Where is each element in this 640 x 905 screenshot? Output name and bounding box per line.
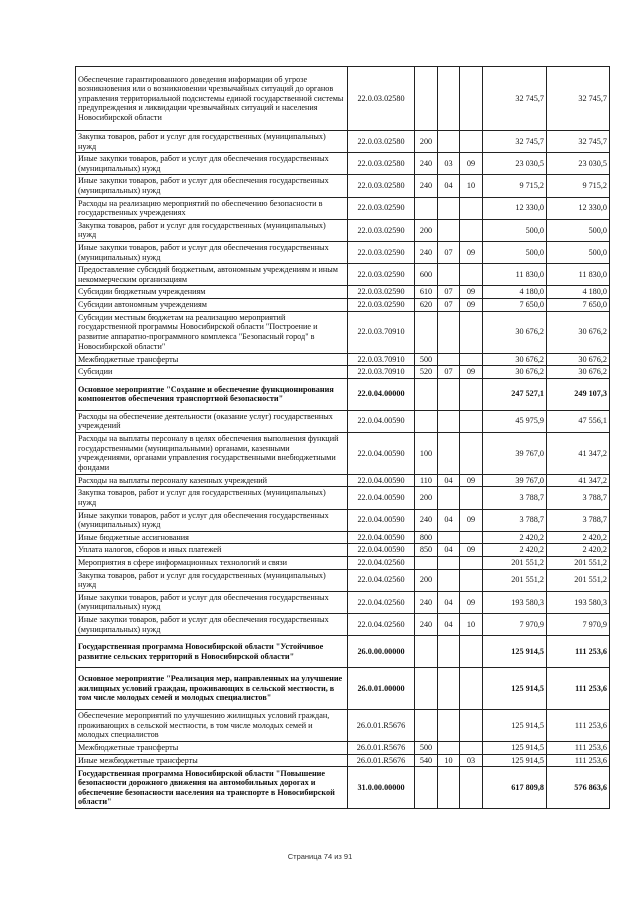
table-row [76,131,610,153]
row-target-code: 26.0.00.00000 [348,636,415,668]
row-amount-year2: 201 551,2 [547,557,610,570]
table-row [76,311,610,353]
row-amount-year2: 12 330,0 [547,197,610,219]
row-name: Закупка товаров, работ и услуг для государственных (муниципальных) нужд [76,131,348,153]
row-name: Мероприятия в сфере информационных технологий и связи [76,557,348,570]
row-expense-type: 850 [415,544,438,557]
row-subsection [460,219,483,241]
table-row [76,557,610,570]
row-amount-year2: 11 830,0 [547,264,610,286]
row-section [438,742,460,755]
row-target-code: 22.0.04.00590 [348,410,415,432]
row-amount-year2: 3 788,7 [547,487,610,509]
row-section: 04 [438,591,460,613]
row-expense-type: 240 [415,153,438,175]
row-section: 04 [438,544,460,557]
row-subsection [460,636,483,668]
row-subsection [460,131,483,153]
row-expense-type [415,311,438,353]
row-target-code: 22.0.03.02590 [348,286,415,299]
row-amount-year1: 7 650,0 [483,298,547,311]
row-name: Обеспечение гарантированного доведения информации об угрозе возникновения или о возникновении чрезвычайных ситуаций до органов управления территориальной подсистемы единой государственной системы предупреждения и ликвидации чрезвычайных ситуаций и населения Новосибирской области [76,67,348,131]
row-target-code: 22.0.03.02580 [348,153,415,175]
table-row [76,286,610,299]
row-name: Иные закупки товаров, работ и услуг для обеспечения государственных (муниципальных) нужд [76,175,348,197]
table-row [76,509,610,531]
row-subsection [460,410,483,432]
row-subsection: 09 [460,241,483,263]
row-name: Межбюджетные трансферты [76,742,348,755]
row-name: Иные закупки товаров, работ и услуг для обеспечения государственных (муниципальных) нужд [76,591,348,613]
row-name: Обеспечение мероприятий по улучшению жилищных условий граждан, проживающих в сельской местности, в том числе молодых семей и молодых специалистов [76,710,348,742]
row-amount-year2: 32 745,7 [547,67,610,131]
row-name: Основное мероприятие "Создание и обеспечение функционирования компонентов обеспечения транспортной безопасности" [76,378,348,410]
row-amount-year2: 111 253,6 [547,742,610,755]
row-section [438,432,460,474]
table-row [76,378,610,410]
row-amount-year1: 500,0 [483,219,547,241]
table-row [76,410,610,432]
table-row [76,298,610,311]
row-section [438,353,460,366]
row-amount-year1: 32 745,7 [483,67,547,131]
row-target-code: 22.0.04.00590 [348,544,415,557]
row-expense-type: 240 [415,591,438,613]
row-name: Иные закупки товаров, работ и услуг для обеспечения государственных (муниципальных) нужд [76,241,348,263]
row-section [438,219,460,241]
row-target-code: 22.0.04.00000 [348,378,415,410]
row-subsection: 09 [460,366,483,379]
row-section: 04 [438,474,460,487]
row-amount-year2: 500,0 [547,241,610,263]
row-expense-type: 500 [415,742,438,755]
row-section: 07 [438,241,460,263]
row-target-code: 22.0.04.02560 [348,557,415,570]
row-target-code: 22.0.03.02590 [348,241,415,263]
row-subsection [460,569,483,591]
row-amount-year1: 201 551,2 [483,569,547,591]
row-amount-year1: 617 809,8 [483,767,547,809]
table-row [76,614,610,636]
row-section: 04 [438,614,460,636]
row-expense-type: 200 [415,219,438,241]
row-section [438,710,460,742]
row-expense-type [415,710,438,742]
row-amount-year2: 2 420,2 [547,544,610,557]
row-name: Субсидии автономным учреждениям [76,298,348,311]
row-target-code: 22.0.03.02590 [348,298,415,311]
row-section [438,767,460,809]
row-section: 07 [438,286,460,299]
row-amount-year2: 32 745,7 [547,131,610,153]
row-target-code: 22.0.04.02560 [348,591,415,613]
row-amount-year2: 576 863,6 [547,767,610,809]
row-name: Субсидии бюджетным учреждениям [76,286,348,299]
table-row [76,531,610,544]
row-subsection [460,742,483,755]
row-name: Предоставление субсидий бюджетным, автономным учреждениям и иным некоммерческим организациям [76,264,348,286]
row-name: Иные межбюджетные трансферты [76,754,348,767]
row-target-code: 22.0.03.02590 [348,264,415,286]
row-amount-year2: 500,0 [547,219,610,241]
row-amount-year1: 39 767,0 [483,432,547,474]
row-target-code: 22.0.04.00590 [348,531,415,544]
row-target-code: 26.0.01.R5676 [348,754,415,767]
row-subsection: 10 [460,614,483,636]
row-amount-year2: 30 676,2 [547,311,610,353]
row-expense-type [415,668,438,710]
row-target-code: 22.0.03.02590 [348,219,415,241]
row-expense-type: 240 [415,241,438,263]
row-target-code: 22.0.03.70910 [348,311,415,353]
row-expense-type: 240 [415,509,438,531]
row-expense-type: 110 [415,474,438,487]
row-amount-year2: 41 347,2 [547,474,610,487]
row-amount-year1: 45 975,9 [483,410,547,432]
row-name: Закупка товаров, работ и услуг для государственных (муниципальных) нужд [76,487,348,509]
row-expense-type: 520 [415,366,438,379]
table-body [76,67,610,809]
row-subsection [460,311,483,353]
row-section [438,378,460,410]
row-amount-year2: 7 650,0 [547,298,610,311]
row-expense-type: 540 [415,754,438,767]
row-expense-type: 610 [415,286,438,299]
row-subsection [460,197,483,219]
row-target-code: 22.0.04.00590 [348,509,415,531]
row-amount-year1: 193 580,3 [483,591,547,613]
table-row [76,487,610,509]
row-subsection [460,353,483,366]
row-target-code: 22.0.03.02580 [348,175,415,197]
row-name: Государственная программа Новосибирской области "Повышение безопасности дорожного движения на автомобильных дорогах и обеспечение безопасности населения на транспорте в Новосибирской области" [76,767,348,809]
row-name: Субсидии местным бюджетам на реализацию мероприятий государственной программы Новосибирской области "Построение и развитие аппаратно-программного комплекса "Безопасный город" в Новосибирской области" [76,311,348,353]
row-target-code: 22.0.03.70910 [348,366,415,379]
row-amount-year2: 23 030,5 [547,153,610,175]
row-expense-type: 620 [415,298,438,311]
row-amount-year1: 7 970,9 [483,614,547,636]
row-name: Основное мероприятие "Реализация мер, направленных на улучшение жилищных условий граждан, проживающих в сельской местности, в том числе молодых семей и молодых специалистов" [76,668,348,710]
row-name: Иные бюджетные ассигнования [76,531,348,544]
row-amount-year1: 4 180,0 [483,286,547,299]
row-name: Расходы на обеспечение деятельности (оказание услуг) государственных учреждений [76,410,348,432]
row-target-code: 22.0.03.02580 [348,131,415,153]
row-amount-year2: 2 420,2 [547,531,610,544]
row-expense-type: 200 [415,131,438,153]
row-name: Межбюджетные трансферты [76,353,348,366]
row-name: Иные закупки товаров, работ и услуг для обеспечения государственных (муниципальных) нужд [76,153,348,175]
row-expense-type: 240 [415,614,438,636]
row-name: Закупка товаров, работ и услуг для государственных (муниципальных) нужд [76,219,348,241]
table-row [76,197,610,219]
table-row [76,264,610,286]
row-target-code: 22.0.04.02560 [348,569,415,591]
row-target-code: 26.0.01.R5676 [348,710,415,742]
table-row [76,353,610,366]
row-name: Уплата налогов, сборов и иных платежей [76,544,348,557]
row-target-code: 22.0.04.00590 [348,432,415,474]
row-amount-year1: 30 676,2 [483,353,547,366]
row-section: 07 [438,298,460,311]
row-subsection: 03 [460,754,483,767]
row-name: Государственная программа Новосибирской области "Устойчивое развитие сельских территорий в Новосибирской области" [76,636,348,668]
row-amount-year1: 32 745,7 [483,131,547,153]
table-row [76,432,610,474]
table-row [76,742,610,755]
table-row [76,668,610,710]
row-expense-type [415,378,438,410]
row-subsection [460,531,483,544]
row-amount-year2: 47 556,1 [547,410,610,432]
row-subsection: 09 [460,509,483,531]
table-row [76,241,610,263]
row-amount-year1: 125 914,5 [483,668,547,710]
row-amount-year2: 249 107,3 [547,378,610,410]
row-target-code: 31.0.00.00000 [348,767,415,809]
row-subsection [460,487,483,509]
row-subsection [460,264,483,286]
row-name: Иные закупки товаров, работ и услуг для обеспечения государственных (муниципальных) нужд [76,509,348,531]
row-expense-type: 800 [415,531,438,544]
row-target-code: 22.0.03.02590 [348,197,415,219]
row-target-code: 22.0.04.00590 [348,487,415,509]
row-expense-type [415,197,438,219]
row-subsection: 10 [460,175,483,197]
row-section [438,410,460,432]
table-row [76,175,610,197]
table-row [76,219,610,241]
row-amount-year1: 12 330,0 [483,197,547,219]
row-section: 04 [438,175,460,197]
row-expense-type: 100 [415,432,438,474]
row-amount-year1: 2 420,2 [483,544,547,557]
table-row [76,591,610,613]
row-subsection [460,668,483,710]
row-amount-year2: 41 347,2 [547,432,610,474]
row-name: Субсидии [76,366,348,379]
row-section: 07 [438,366,460,379]
row-target-code: 22.0.03.02580 [348,67,415,131]
table-row [76,636,610,668]
row-expense-type [415,557,438,570]
row-target-code: 22.0.03.70910 [348,353,415,366]
row-amount-year1: 39 767,0 [483,474,547,487]
row-amount-year1: 2 420,2 [483,531,547,544]
row-target-code: 26.0.01.00000 [348,668,415,710]
table-row [76,153,610,175]
row-section [438,531,460,544]
table-row [76,767,610,809]
row-amount-year1: 125 914,5 [483,636,547,668]
row-section [438,264,460,286]
row-amount-year1: 247 527,1 [483,378,547,410]
row-expense-type [415,410,438,432]
row-amount-year1: 30 676,2 [483,311,547,353]
row-amount-year1: 125 914,5 [483,754,547,767]
row-amount-year1: 500,0 [483,241,547,263]
row-section [438,131,460,153]
row-amount-year2: 7 970,9 [547,614,610,636]
row-name: Иные закупки товаров, работ и услуг для обеспечения государственных (муниципальных) нужд [76,614,348,636]
row-amount-year1: 125 914,5 [483,710,547,742]
row-expense-type: 200 [415,487,438,509]
row-amount-year2: 30 676,2 [547,366,610,379]
row-amount-year2: 3 788,7 [547,509,610,531]
table-row [76,67,610,131]
row-expense-type [415,67,438,131]
row-section: 10 [438,754,460,767]
row-amount-year2: 4 180,0 [547,286,610,299]
row-subsection [460,767,483,809]
row-section: 03 [438,153,460,175]
row-expense-type [415,767,438,809]
row-section [438,636,460,668]
table-row [76,366,610,379]
row-subsection [460,432,483,474]
row-name: Расходы на выплаты персоналу казенных учреждений [76,474,348,487]
row-amount-year2: 111 253,6 [547,710,610,742]
row-amount-year2: 111 253,6 [547,754,610,767]
row-target-code: 22.0.04.02560 [348,614,415,636]
row-section: 04 [438,509,460,531]
row-name: Расходы на реализацию мероприятий по обеспечению безопасности в государственных учреждениях [76,197,348,219]
row-amount-year1: 30 676,2 [483,366,547,379]
row-amount-year2: 201 551,2 [547,569,610,591]
row-amount-year1: 11 830,0 [483,264,547,286]
row-amount-year2: 30 676,2 [547,353,610,366]
row-subsection: 09 [460,286,483,299]
row-section [438,569,460,591]
table-row [76,544,610,557]
row-subsection: 09 [460,153,483,175]
row-expense-type [415,636,438,668]
row-amount-year1: 9 715,2 [483,175,547,197]
row-subsection: 09 [460,474,483,487]
row-amount-year1: 3 788,7 [483,487,547,509]
row-target-code: 22.0.04.00590 [348,474,415,487]
row-subsection [460,67,483,131]
row-section [438,311,460,353]
row-amount-year1: 3 788,7 [483,509,547,531]
row-subsection [460,710,483,742]
row-amount-year1: 125 914,5 [483,742,547,755]
row-subsection: 09 [460,544,483,557]
row-name: Закупка товаров, работ и услуг для государственных (муниципальных) нужд [76,569,348,591]
row-subsection: 09 [460,298,483,311]
table-row [76,569,610,591]
row-name: Расходы на выплаты персоналу в целях обеспечения выполнения функций государственными (муниципальными) органами, казенными учреждениями, органами управления государственными внебюджетными фондами [76,432,348,474]
row-section [438,487,460,509]
row-subsection [460,378,483,410]
row-section [438,197,460,219]
row-amount-year2: 111 253,6 [547,636,610,668]
row-amount-year1: 23 030,5 [483,153,547,175]
table-row [76,710,610,742]
table-row [76,474,610,487]
table-row [76,754,610,767]
row-target-code: 26.0.01.R5676 [348,742,415,755]
row-section [438,67,460,131]
row-expense-type: 200 [415,569,438,591]
row-expense-type: 240 [415,175,438,197]
row-subsection: 09 [460,591,483,613]
row-expense-type: 500 [415,353,438,366]
budget-table [75,66,610,809]
row-amount-year1: 201 551,2 [483,557,547,570]
row-expense-type: 600 [415,264,438,286]
row-amount-year2: 193 580,3 [547,591,610,613]
row-amount-year2: 111 253,6 [547,668,610,710]
row-subsection [460,557,483,570]
page-footer: Страница 74 из 91 [287,852,353,861]
row-amount-year2: 9 715,2 [547,175,610,197]
row-section [438,668,460,710]
row-section [438,557,460,570]
